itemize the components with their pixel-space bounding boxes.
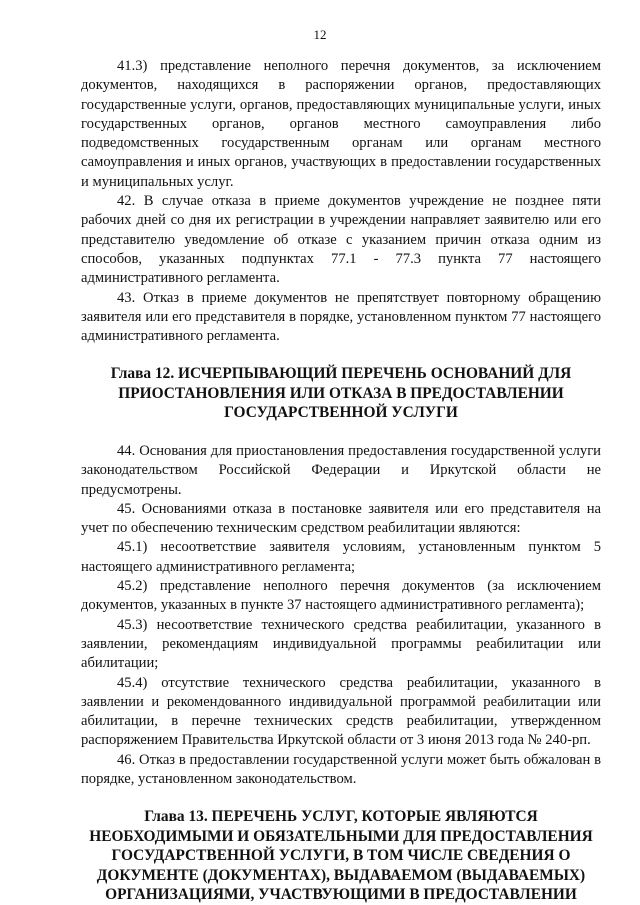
paragraph-42: 42. В случае отказа в приеме документов учреждение не позднее пяти рабочих дней со дня их регистрации в учреждении направляет заявителю или его представителю уведомление об отказе с указанием причин отказа одним из способов, указанных подпунктах 77.1 - 77.3 пункта 77 настоящего административного регламента. [81, 193, 601, 287]
paragraph-45-3: 45.3) несоответствие технического средства реабилитации, указанного в заявлении, рекомендациям индивидуальной программы реабилитации или абилитации; [81, 616, 601, 672]
paragraph-41-3: 41.3) представление неполного перечня документов, за исключением документов, находящихся в распоряжении органов, предоставляющих государственные услуги, органов, предоставляющих муниципальные услуги, иных государственных органов, органов местного самоуправления либо подведомственных государственным органам или органам местного самоуправления и иных органов, участвующих в предоставлении государственных и муниципальных услуг. [81, 58, 601, 190]
paragraph-46: 46. Отказ в предоставлении государственной услуги может быть обжалован в порядке, установленном законодательством. [81, 751, 601, 787]
paragraph-43: 43. Отказ в приеме документов не препятствует повторному обращению заявителя или его представителя в порядке, установленном пунктом 77 настоящего административного регламента. [81, 289, 601, 345]
chapter-12-heading: Глава 12. ИСЧЕРПЫВАЮЩИЙ ПЕРЕЧЕНЬ ОСНОВАНИЙ ДЛЯ ПРИОСТАНОВЛЕНИЯ ИЛИ ОТКАЗА В ПРЕДОСТАВЛЕНИИ ГОСУДАРСТВЕННОЙ УСЛУГИ [110, 365, 572, 422]
paragraph-45-4: 45.4) отсутствие технического средства реабилитации, указанного в заявлении и рекомендованного индивидуальной программой реабилитации или абилитации, в перечне технических средств реабилитации, утвержденном распоряжением Правительства Иркутской области от 3 июня 2013 года № 240-рп. [81, 674, 601, 749]
chapter-13-heading: Глава 13. ПЕРЕЧЕНЬ УСЛУГ, КОТОРЫЕ ЯВЛЯЮТСЯ НЕОБХОДИМЫМИ И ОБЯЗАТЕЛЬНЫМИ ДЛЯ ПРЕДОСТАВЛЕНИЯ ГОСУДАРСТВЕННОЙ УСЛУГИ, В ТОМ ЧИСЛЕ СВЕДЕНИЯ О ДОКУМЕНТЕ (ДОКУМЕНТАХ), ВЫДАВАЕМОМ (ВЫДАВАЕМЫХ) ОРГАНИЗАЦИЯМИ, УЧАСТВУЮЩИМИ В ПРЕДОСТАВЛЕНИИ [89, 808, 593, 904]
page-number: 12 [313, 27, 327, 42]
paragraph-45-2: 45.2) представление неполного перечня документов (за исключением документов, указанных в пункте 37 настоящего административного регламента); [81, 578, 601, 614]
paragraph-44: 44. Основания для приостановления предоставления государственной услуги законодательством Российской Федерации и Иркутской области не предусмотрены. [81, 442, 601, 498]
paragraph-45-1: 45.1) несоответствие заявителя условиям, установленным пунктом 5 настоящего административного регламента; [81, 539, 601, 575]
document-body [81, 57, 601, 905]
paragraph-45: 45. Основаниями отказа в постановке заявителя или его представителя на учет по обеспечению техническим средством реабилитации являются: [81, 500, 601, 537]
